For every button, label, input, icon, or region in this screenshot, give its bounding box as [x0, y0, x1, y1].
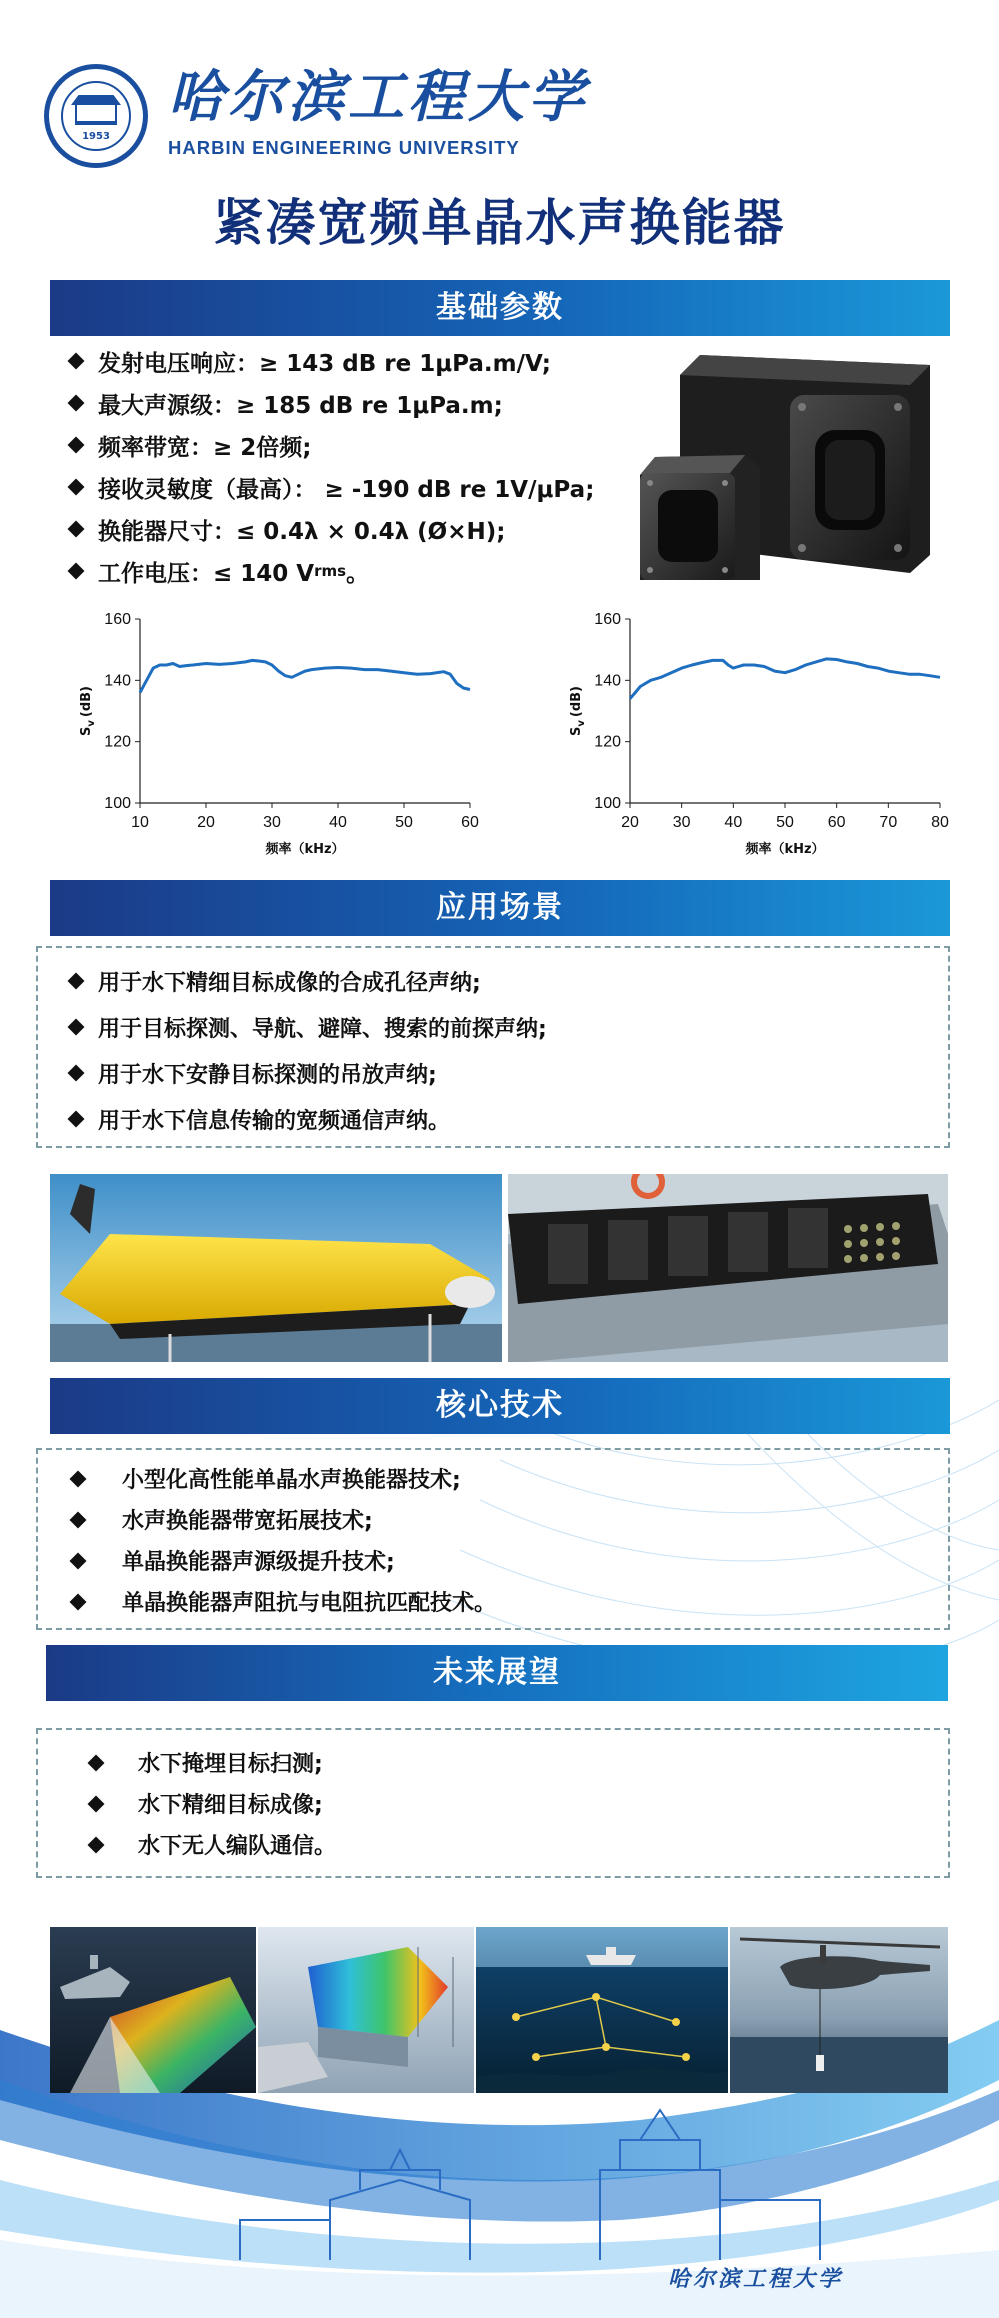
response-chart-right — [552, 605, 952, 875]
section-heading-technology: 核心技术 — [50, 1378, 950, 1434]
list-item: 单晶换能器声阻抗与电阻抗匹配技术。 — [66, 1581, 948, 1622]
x-axis-label: 频率（kHz） — [265, 842, 345, 857]
x-tick-label: 60 — [827, 814, 846, 831]
diamond-bullet-icon — [68, 1111, 85, 1128]
diamond-bullet-icon — [68, 521, 85, 538]
y-axis-label-unit: (dB) — [569, 685, 584, 718]
params-item-voltage: 工作电压：≤ 140 V rms 。 — [66, 550, 666, 592]
list-item: 用于目标探测、导航、避障、搜索的前探声纳; — [64, 1004, 948, 1050]
section-heading-applications: 应用场景 — [50, 880, 950, 936]
diamond-bullet-icon — [88, 1795, 105, 1812]
series-line — [630, 659, 940, 699]
x-tick-label: 50 — [395, 814, 413, 831]
university-seal-logo — [44, 64, 148, 168]
diamond-bullet-icon — [68, 479, 85, 496]
y-axis-label-sub: v — [576, 720, 587, 727]
y-tick-label: 120 — [594, 733, 621, 751]
x-tick-label: 80 — [931, 814, 949, 831]
params-item: 换能器尺寸：≤ 0.4λ × 0.4λ (Ø×H); — [66, 508, 666, 550]
list-item: 水下掩埋目标扫测; — [84, 1742, 948, 1783]
diamond-bullet-icon — [70, 1511, 87, 1528]
x-tick-label: 60 — [461, 814, 479, 831]
x-tick-label: 40 — [724, 814, 743, 831]
diamond-bullet-icon — [70, 1552, 87, 1569]
x-axis-label: 频率（kHz） — [745, 842, 825, 857]
applications-box — [36, 946, 950, 1148]
list-item: 单晶换能器声源级提升技术; — [66, 1540, 948, 1581]
y-tick-label: 160 — [104, 611, 131, 628]
footer-university-name: 哈尔滨工程大学 — [668, 2266, 844, 2292]
diamond-bullet-icon — [68, 973, 85, 990]
response-chart-left — [62, 605, 482, 875]
underwater-network-illustration — [476, 1927, 728, 2093]
x-tick-label: 70 — [879, 814, 898, 831]
university-name-en: HARBIN ENGINEERING UNIVERSITY — [168, 137, 520, 158]
y-tick-label: 100 — [594, 795, 621, 812]
y-tick-label: 140 — [104, 672, 131, 690]
seabed-scan-photo — [50, 1927, 256, 2093]
3d-terrain-imaging-photo — [258, 1927, 474, 2093]
section-heading-params: 基础参数 — [50, 280, 950, 336]
chart-svg — [552, 605, 952, 875]
applications-list — [64, 958, 948, 1142]
diamond-bullet-icon — [88, 1836, 105, 1853]
y-axis-label-unit: (dB) — [79, 685, 94, 718]
list-item: 水下精细目标成像; — [84, 1783, 948, 1824]
x-tick-label: 30 — [672, 814, 691, 831]
y-tick-label: 120 — [104, 733, 131, 751]
diamond-bullet-icon — [70, 1593, 87, 1610]
diamond-bullet-icon — [68, 1065, 85, 1082]
diamond-bullet-icon — [88, 1754, 105, 1771]
auv-vehicle-photo — [50, 1174, 502, 1362]
y-tick-label: 160 — [594, 611, 621, 628]
params-item: 最大声源级：≥ 185 dB re 1μPa.m; — [66, 382, 666, 424]
future-box — [36, 1728, 950, 1878]
y-axis-label-main: S — [569, 726, 584, 737]
list-item: 小型化高性能单晶水声换能器技术; — [66, 1458, 948, 1499]
sonar-array-photo — [508, 1174, 948, 1362]
x-tick-label: 50 — [776, 814, 794, 831]
list-item: 水声换能器带宽拓展技术; — [66, 1499, 948, 1540]
page-title: 紧凑宽频单晶水声换能器 — [213, 194, 786, 252]
x-tick-label: 10 — [131, 814, 149, 831]
list-item: 用于水下精细目标成像的合成孔径声纳; — [64, 958, 948, 1004]
params-item: 接收灵敏度（最高）： ≥ -190 dB re 1V/μPa; — [66, 466, 666, 508]
technology-list — [66, 1458, 948, 1622]
diamond-bullet-icon — [68, 353, 85, 370]
y-axis-label — [569, 686, 587, 736]
y-axis-label-sub: v — [86, 720, 97, 727]
series-line — [140, 660, 470, 692]
technology-box — [36, 1448, 950, 1630]
y-axis-label-main: S — [79, 726, 94, 737]
diamond-bullet-icon — [68, 563, 85, 580]
seal-year: 1953 — [82, 131, 110, 142]
diamond-bullet-icon — [68, 395, 85, 412]
section-heading-future: 未来展望 — [46, 1645, 948, 1701]
y-tick-label: 100 — [104, 795, 131, 812]
x-tick-label: 20 — [197, 814, 215, 831]
university-name-cn: 哈尔滨工程大学 — [168, 64, 588, 130]
diamond-bullet-icon — [68, 1019, 85, 1036]
future-list — [84, 1742, 948, 1865]
list-item: 用于水下信息传输的宽频通信声纳。 — [64, 1096, 948, 1142]
list-item: 水下无人编队通信。 — [84, 1824, 948, 1865]
params-item: 发射电压响应：≥ 143 dB re 1μPa.m/V; — [66, 340, 666, 382]
y-axis-label — [79, 686, 97, 736]
transducer-product-photo — [630, 345, 940, 590]
helicopter-dipping-sonar-photo — [730, 1927, 948, 2093]
diamond-bullet-icon — [68, 437, 85, 454]
y-tick-label: 140 — [594, 672, 621, 690]
x-tick-label: 40 — [329, 814, 347, 831]
chart-svg — [62, 605, 482, 875]
params-item: 频率带宽：≥ 2倍频; — [66, 424, 666, 466]
diamond-bullet-icon — [70, 1470, 87, 1487]
params-list — [66, 340, 666, 592]
list-item: 用于水下安静目标探测的吊放声纳; — [64, 1050, 948, 1096]
x-tick-label: 30 — [263, 814, 281, 831]
x-tick-label: 20 — [621, 814, 639, 831]
